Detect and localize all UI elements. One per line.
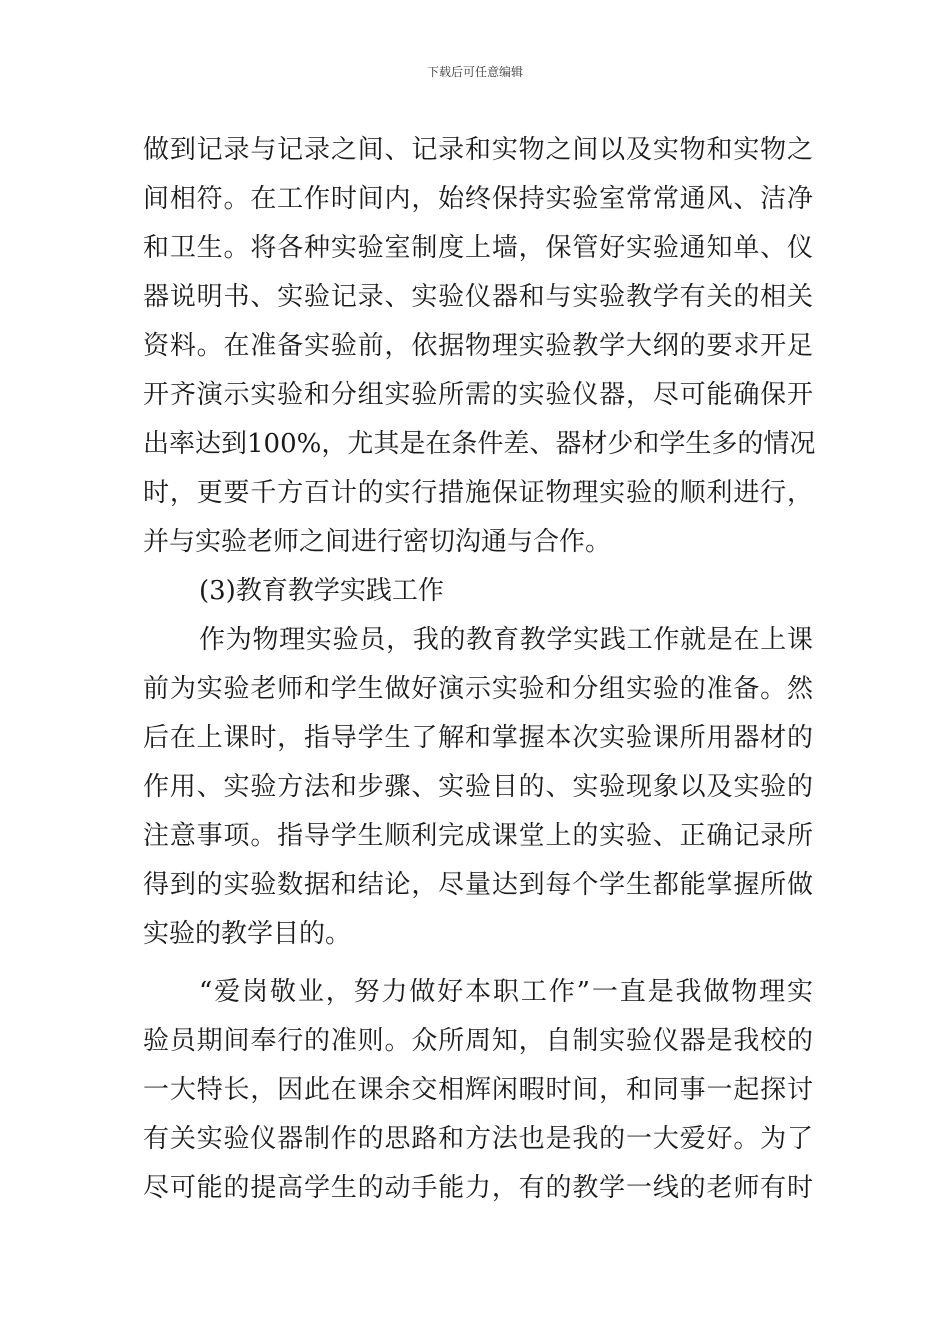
text-line: 实验的教学目的。	[143, 919, 352, 949]
text-line: 出率达到100%，尤其是在条件差、器材少和学生多的情况	[143, 429, 816, 459]
text-line: 开齐演示实验和分组实验所需的实验仪器，尽可能确保开	[143, 380, 813, 410]
text-line: 得到的实验数据和结论，尽量达到每个学生都能掌握所做	[143, 870, 813, 900]
text-line: 和卫生。将各种实验室制度上墙，保管好实验通知单、仪	[143, 233, 813, 263]
text-line: 作为物理实验员，我的教育教学实践工作就是在上课	[199, 625, 813, 655]
text-line: 注意事项。指导学生顺利完成课堂上的实验、正确记录所	[143, 821, 813, 851]
section-heading	[143, 567, 813, 616]
heading-line: (3)教育教学实践工作	[199, 576, 444, 606]
text-line: 尽可能的提高学生的动手能力，有的教学一线的老师有时	[143, 1173, 813, 1203]
page-header: 下载后可任意编辑	[426, 65, 523, 79]
text-line: 前为实验老师和学生做好演示实验和分组实验的准备。然	[143, 674, 813, 704]
paragraph	[143, 126, 816, 567]
text-line: 并与实验老师之间进行密切沟通与合作。	[143, 527, 612, 557]
document-body	[143, 126, 816, 1213]
text-line: 一大特长，因此在课余交相辉闲暇时间，和同事一起探讨	[143, 1075, 813, 1105]
text-line: 做到记录与记录之间、记录和实物之间以及实物和实物之	[143, 135, 813, 165]
text-line: 作用、实验方法和步骤、实验目的、实验现象以及实验的	[143, 772, 813, 802]
paragraph	[143, 968, 813, 1213]
text-line: 器说明书、实验记录、实验仪器和与实验教学有关的相关	[143, 282, 813, 312]
text-line: “爱岗敬业，努力做好本职工作”一直是我做物理实	[199, 977, 813, 1007]
text-line: 间相符。在工作时间内，始终保持实验室常常通风、洁净	[143, 184, 813, 214]
text-line: 时，更要千方百计的实行措施保证物理实验的顺利进行，	[143, 478, 813, 508]
text-line: 资料。在准备实验前，依据物理实验教学大纲的要求开足	[143, 331, 813, 361]
text-line: 有关实验仪器制作的思路和方法也是我的一大爱好。为了	[143, 1124, 813, 1154]
paragraph	[143, 616, 813, 959]
text-line: 后在上课时，指导学生了解和掌握本次实验课所用器材的	[143, 723, 813, 753]
text-line: 验员期间奉行的准则。众所周知，自制实验仪器是我校的	[143, 1026, 813, 1056]
